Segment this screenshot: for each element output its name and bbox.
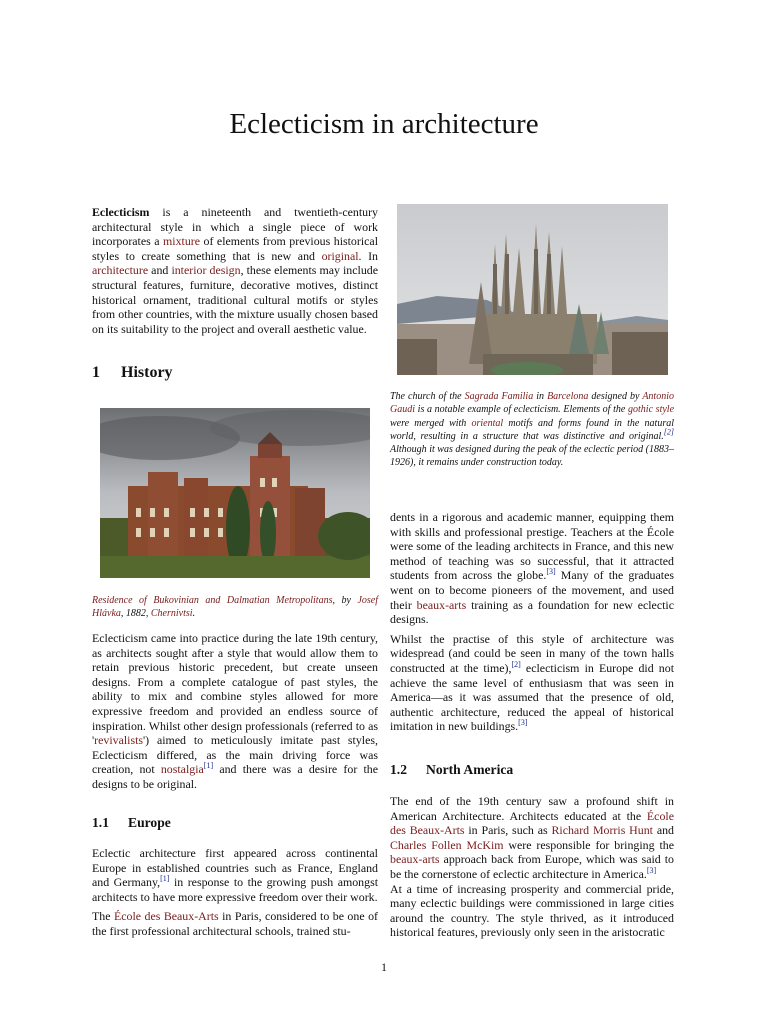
ref-link[interactable]: [1] <box>203 761 214 771</box>
residence-photo <box>100 408 370 578</box>
ref-link[interactable]: [3] <box>646 866 657 875</box>
link-beaux-arts[interactable]: beaux-arts <box>390 852 440 867</box>
link-chernivtsi[interactable]: Chernivtsi <box>150 608 193 620</box>
text: in Paris, considered to be one of the first professional architectural schools, trained stu- <box>92 909 378 938</box>
sagrada-familia-photo <box>397 204 668 375</box>
section-number: 1.1 <box>92 815 109 830</box>
text: , by <box>332 595 358 606</box>
text: in <box>533 391 548 402</box>
text: motifs and forms found in the natural world, resulting in a structure that was distinctive and original. <box>390 417 674 442</box>
ref-link[interactable]: [2] <box>511 659 521 669</box>
text: and there was a desire for the designs to be original. <box>92 762 378 791</box>
link-richard-morris-hunt[interactable]: Richard Morris Hunt <box>551 823 653 838</box>
ref-link[interactable]: [2] <box>663 427 674 437</box>
north-america-paragraphs <box>390 794 674 940</box>
text: Eclecticism came into practice during the late 19th century, as architects sought after a style that would allow them to retain previous historic precedent, but create unseen designs. From a complete catalogue of past styles, the ability to mix and combine styles allowed for more expressive freedom and provided an endless source of inspiration. Whilst other design professionals (referred to as ' <box>92 631 378 748</box>
section-heading-europe <box>92 815 171 831</box>
link-beaux-arts[interactable]: beaux-arts <box>416 597 467 612</box>
link-residence[interactable]: Residence of Bukovinian and Dalmatian Metropolitans <box>92 595 333 606</box>
text: were merged with <box>390 417 472 429</box>
section-number: 1 <box>92 364 100 381</box>
link-ecole-des-beaux-arts[interactable]: École des Beaux-Arts <box>390 808 674 838</box>
text: ') aimed to meticulously imitate past styles, Eclecticism differed, as the main driving force was creation, not <box>92 733 378 777</box>
text: Whilst the practise of this style of architecture was widespread (and could be seen in many of the town halls constructed at the time), <box>390 631 674 675</box>
section-title: North America <box>426 762 514 777</box>
section-heading-history <box>92 364 173 382</box>
text: is a nineteenth and twentieth-century architectural style in which a single piece of work incorporates a <box>92 205 378 249</box>
link-sagrada-familia[interactable]: Sagrada Familia <box>464 391 534 402</box>
page-number: 1 <box>381 960 387 974</box>
text: training as a foundation for new eclectic designs. <box>390 597 674 627</box>
link-gothic-style[interactable]: gothic style <box>628 404 675 416</box>
link-charles-follen-mckim[interactable]: Charles Follen McKim <box>390 837 504 852</box>
link-revivalists[interactable]: revivalists <box>94 733 144 748</box>
europe-paragraphs <box>92 846 378 939</box>
link-nostalgia[interactable]: nostalgia <box>160 762 204 777</box>
residence-caption <box>92 594 378 621</box>
text: were responsible for bringing the <box>503 837 674 852</box>
ref-link[interactable]: [1] <box>160 874 170 884</box>
sagrada-familia-caption <box>390 390 674 470</box>
intro-paragraph <box>92 205 378 336</box>
link-interior-design[interactable]: interior design <box>171 263 241 278</box>
text: Although it was designed during the peak of the eclectic period (1883–1926), it remains under construction today. <box>390 444 674 469</box>
europe-continued-paragraphs <box>390 510 674 734</box>
text: is a notable example of eclecticism. Elements of the <box>415 404 629 416</box>
link-antonio-gaudi[interactable]: Antonio Gaudi <box>390 391 674 416</box>
text: and <box>652 823 674 838</box>
text: eclecticism in Europe did not achieve the same level of enthusiasm that was seen in America—as it was assumed that the presence of old, authentic architecture, reduced the appeal of historical imitation in new buildings. <box>390 660 674 734</box>
section-heading-north-america <box>390 762 513 778</box>
link-architecture[interactable]: architecture <box>92 263 149 278</box>
text: designed by <box>588 391 643 402</box>
text: , these elements may include structural features, furniture, decorative motives, distinct historical ornament, traditional cultural motifs or styles from other countries, with the mixture usually chosen based on its suitability to the project and overall aesthetic value. <box>92 263 379 336</box>
link-josef-hlavka[interactable]: Josef Hlávka <box>92 595 378 620</box>
link-original[interactable]: original <box>321 248 359 263</box>
text: in Paris, such as <box>464 823 552 838</box>
text: Eclectic architecture first appeared across continental Europe in established countries such as France, England and Germany, <box>92 846 378 890</box>
section-number: 1.2 <box>390 762 407 777</box>
text: of elements from previous historical styles to create something that is new and <box>92 234 378 263</box>
text: . <box>192 608 196 620</box>
text: The <box>92 909 114 924</box>
link-ecole-des-beaux-arts[interactable]: École des Beaux-Arts <box>113 909 219 924</box>
ref-link[interactable]: [3] <box>518 718 528 728</box>
link-oriental[interactable]: oriental <box>471 417 504 429</box>
intro-bold-term: Eclecticism <box>92 205 150 219</box>
text: , 1882, <box>120 608 151 620</box>
text: dents in a rigorous and academic manner, equipping them with skills and professional prestige. Teachers at the École were some of the leading architects in France, and this new method of teaching was so successful, that it attracted students from across the globe. <box>390 510 674 583</box>
section-title: History <box>121 364 173 381</box>
text: in response to the growing push amongst architects to have more expressive freedom over their work. <box>92 875 378 904</box>
text: . In <box>358 248 378 263</box>
text: approach back from Europe, which was said to be the cornerstone of eclectic architecture in America. <box>390 852 674 881</box>
history-paragraph <box>92 631 378 792</box>
ref-link[interactable]: [3] <box>546 567 556 577</box>
text: The church of the <box>390 391 465 402</box>
text: and <box>148 263 172 278</box>
page-title: Eclecticism in architecture <box>229 108 539 140</box>
text: Many of the graduates went on to become pioneers of the movement, and used their <box>390 568 674 612</box>
text: The end of the 19th century saw a profound shift in American Architecture. Architects educated at the <box>390 794 674 823</box>
section-title: Europe <box>128 815 171 830</box>
link-mixture[interactable]: mixture <box>163 234 201 249</box>
link-barcelona[interactable]: Barcelona <box>547 391 589 402</box>
text: At a time of increasing prosperity and commercial pride, many eclectic buildings were commissioned in large cities around the country. The style thrived, as it introduced historical features, previously only seen in the aristocratic <box>390 881 674 940</box>
